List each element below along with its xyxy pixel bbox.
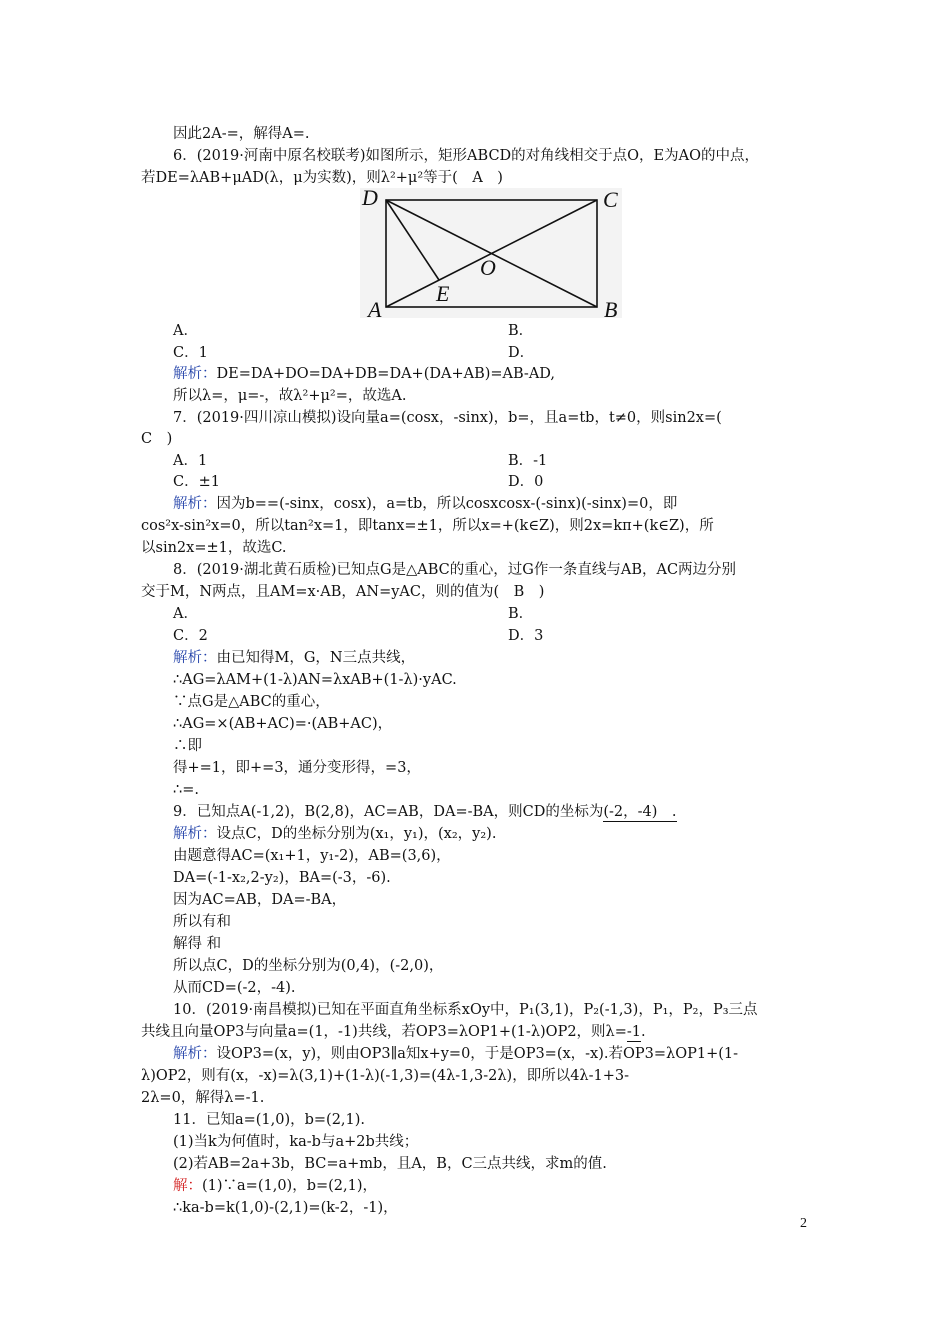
solution-label: 解析： xyxy=(173,496,217,512)
point-label-o: O xyxy=(480,255,496,280)
text-line: cos²x-sin²x=0，所以tan²x=1，即tanx=±1，所以x=+(k∈Z)，则2x=kπ+(k∈Z)，所 xyxy=(141,518,714,534)
option-a: A． xyxy=(173,606,198,622)
solution-label: 解： xyxy=(173,1178,202,1194)
option-c: C．2 xyxy=(173,628,208,644)
vertex-label-a: A xyxy=(368,297,382,322)
text-line: ∵点G是△ABC的重心， xyxy=(173,694,330,710)
option-b: B．-1 xyxy=(508,453,548,469)
option-c: C．1 xyxy=(173,345,208,361)
text-line: 由题意得AC=(x₁+1，y₁-2)，AB=(3,6)， xyxy=(173,848,451,864)
rectangle-abcd-figure xyxy=(358,186,628,326)
text-line: ∴AG=×(AB+AC)=·(AB+AC)， xyxy=(173,716,393,732)
question-8-line-2: 交于M，N两点，且AM=x·AB，AN=yAC，则的值为( B ) xyxy=(141,584,545,600)
solution-text: 设点C，D的坐标分别为(x₁，y₁)，(x₂，y₂). xyxy=(216,826,497,842)
text-line: ∴=. xyxy=(173,782,199,798)
question-11-line-1: 11．已知a=(1,0)，b=(2,1). xyxy=(173,1112,366,1128)
question-6-line-2: 若DE=λAB+μAD(λ，μ为实数)，则λ²+μ²等于( A ) xyxy=(141,170,503,186)
vertex-label-b: B xyxy=(604,297,618,322)
solution-label: 解析： xyxy=(173,1046,217,1062)
question-9-text: 9．已知点A(-1,2)，B(2,8)，AC=AB，DA=-BA，则CD的坐标为 xyxy=(173,804,604,820)
point-label-e: E xyxy=(436,281,450,306)
solution-line xyxy=(173,494,677,516)
question-10-line-2 xyxy=(141,1022,646,1044)
solution-line xyxy=(173,1176,377,1198)
page-number: 2 xyxy=(800,1216,807,1231)
text-line: 以sin2x=±1，故选C. xyxy=(141,540,287,556)
text-line: ∴即 xyxy=(173,738,202,754)
text-line: 因为AC=AB，DA=-BA， xyxy=(173,892,347,908)
text-line: 解得 和 xyxy=(173,936,222,952)
option-d: D．0 xyxy=(508,474,544,490)
question-10-text: 共线且向量OP3与向量a=(1，-1)共线，若OP3=λOP1+(1-λ)OP2，则λ= xyxy=(141,1024,627,1040)
option-b: B． xyxy=(508,323,534,339)
question-7-line-2: C ) xyxy=(141,431,173,447)
text-line: 所以有和 xyxy=(173,914,231,930)
question-9-line xyxy=(173,802,677,824)
option-d: D．3 xyxy=(508,628,544,644)
question-7-line-1: 7．(2019·四川凉山模拟)设向量a=(cosx，-sinx)，b=，且a=tb，t≠0，则sin2x=( xyxy=(173,410,722,426)
solution-label: 解析： xyxy=(173,366,217,382)
question-11-part-1: (1)当k为何值时，ka-b与a+2b共线； xyxy=(173,1134,419,1150)
text-line: 2λ=0，解得λ=-1. xyxy=(141,1090,265,1106)
text-line: 因此2A-=，解得A=. xyxy=(173,126,310,142)
vertex-label-d: D xyxy=(362,186,378,210)
vertex-label-c: C xyxy=(603,187,618,212)
text-line: DA=(-1-x₂,2-y₂)，BA=(-3，-6). xyxy=(173,870,391,886)
text-line: 所以点C，D的坐标分别为(0,4)，(-2,0)， xyxy=(173,958,444,974)
solution-label: 解析： xyxy=(173,650,217,666)
question-10-answer: -1 xyxy=(626,1024,642,1040)
question-10-line-1: 10．(2019·南昌模拟)已知在平面直角坐标系xOy中，P₁(3,1)，P₂(-1,3)，P₁，P₂，P₃三点 xyxy=(173,1002,758,1018)
solution-line xyxy=(173,364,555,386)
solution-text: 设OP3=(x，y)，则由OP3∥a知x+y=0，于是OP3=(x，-x).若OP3=λOP1+(1- xyxy=(216,1046,739,1062)
question-9-answer: (-2，-4) . xyxy=(603,804,677,820)
question-8-line-1: 8．(2019·湖北黄石质检)已知点G是△ABC的重心，过G作一条直线与AB，AC两边分别 xyxy=(173,562,737,578)
solution-line xyxy=(173,824,496,846)
text-line: 所以λ=，μ=-，故λ²+μ²=，故选A. xyxy=(173,388,407,404)
question-10-end: . xyxy=(641,1024,646,1040)
solution-line xyxy=(173,1044,738,1066)
solution-line xyxy=(173,648,415,670)
option-a: A． xyxy=(173,323,198,339)
solution-text: DE=DA+DO=DA+DB=DA+(DA+AB)=AB-AD, xyxy=(216,366,556,382)
question-11-part-2: (2)若AB=2a+3b，BC=a+mb，且A，B，C三点共线，求m的值. xyxy=(173,1156,607,1172)
solution-text: (1)∵a=(1,0)，b=(2,1)， xyxy=(202,1178,378,1194)
option-d: D． xyxy=(508,345,535,361)
text-line: 从而CD=(-2，-4). xyxy=(173,980,296,996)
text-line: λ)OP2，则有(x，-x)=λ(3,1)+(1-λ)(-1,3)=(4λ-1,3-2λ)，即所以4λ-1+3- xyxy=(141,1068,630,1084)
solution-text: 因为b==(-sinx，cosx)，a=tb，所以cosxcosx-(-sinx)(-sinx)=0，即 xyxy=(216,496,678,512)
text-line: ∴AG=λAM+(1-λ)AN=λxAB+(1-λ)·yAC. xyxy=(173,672,457,688)
option-b: B． xyxy=(508,606,534,622)
option-c: C．±1 xyxy=(173,474,220,490)
text-line: ∴ka-b=k(1,0)-(2,1)=(k-2，-1)， xyxy=(173,1200,398,1216)
text-line: 得+=1，即+=3，通分变形得，=3， xyxy=(173,760,421,776)
option-a: A．1 xyxy=(173,453,208,469)
question-6-line-1: 6．(2019·河南中原名校联考)如图所示，矩形ABCD的对角线相交于点O，E为AO的中点， xyxy=(173,148,759,164)
solution-text: 由已知得M，G，N三点共线， xyxy=(216,650,416,666)
solution-label: 解析： xyxy=(173,826,217,842)
